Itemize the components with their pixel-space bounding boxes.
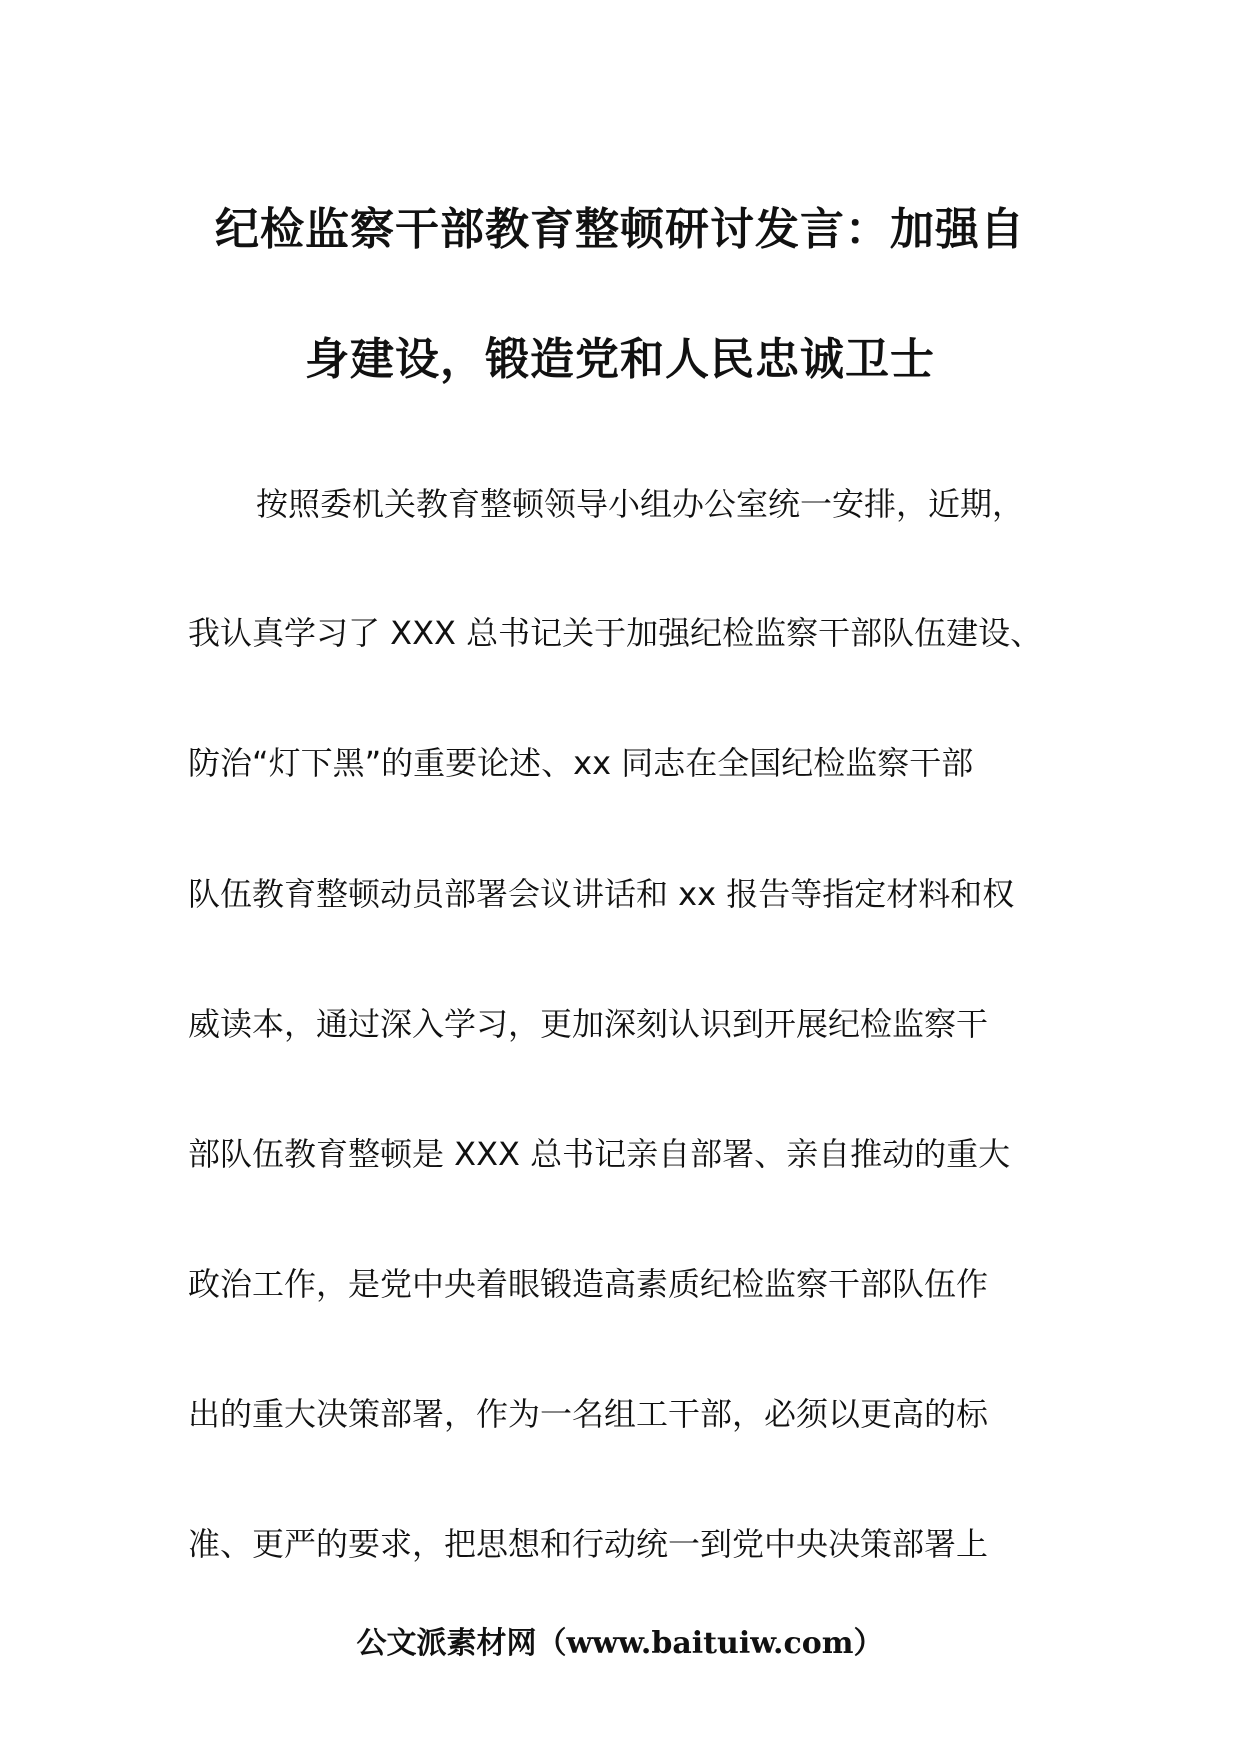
body-text-line: 出的重大决策部署，作为一名组工干部，必须以更高的标: [188, 1395, 989, 1433]
body-text-line: 政治工作，是党中央着眼锻造高素质纪检监察干部队伍作: [188, 1265, 989, 1303]
page-footer: 公文派素材网（www.baituiw.com）: [356, 1626, 884, 1661]
body-text-line: 准、更严的要求，把思想和行动统一到党中央决策部署上: [188, 1525, 989, 1563]
body-text-line: 按照委机关教育整顿领导小组办公室统一安排，近期，: [256, 485, 1025, 523]
document-title-line-2: 身建设，锻造党和人民忠诚卫士: [305, 334, 935, 385]
body-text-line: 威读本，通过深入学习，更加深刻认识到开展纪检监察干: [188, 1005, 989, 1043]
body-text-line: 队伍教育整顿动员部署会议讲话和 xx 报告等指定材料和权: [188, 875, 1015, 913]
document-title-line-1: 纪检监察干部教育整顿研讨发言：加强自: [215, 204, 1025, 255]
body-text-line: 部队伍教育整顿是 XXX 总书记亲自部署、亲自推动的重大: [188, 1135, 1011, 1173]
body-text-line: 我认真学习了 XXX 总书记关于加强纪检监察干部队伍建设、: [188, 614, 1043, 652]
body-text-line: 防治“灯下黑”的重要论述、xx 同志在全国纪检监察干部: [188, 744, 974, 782]
